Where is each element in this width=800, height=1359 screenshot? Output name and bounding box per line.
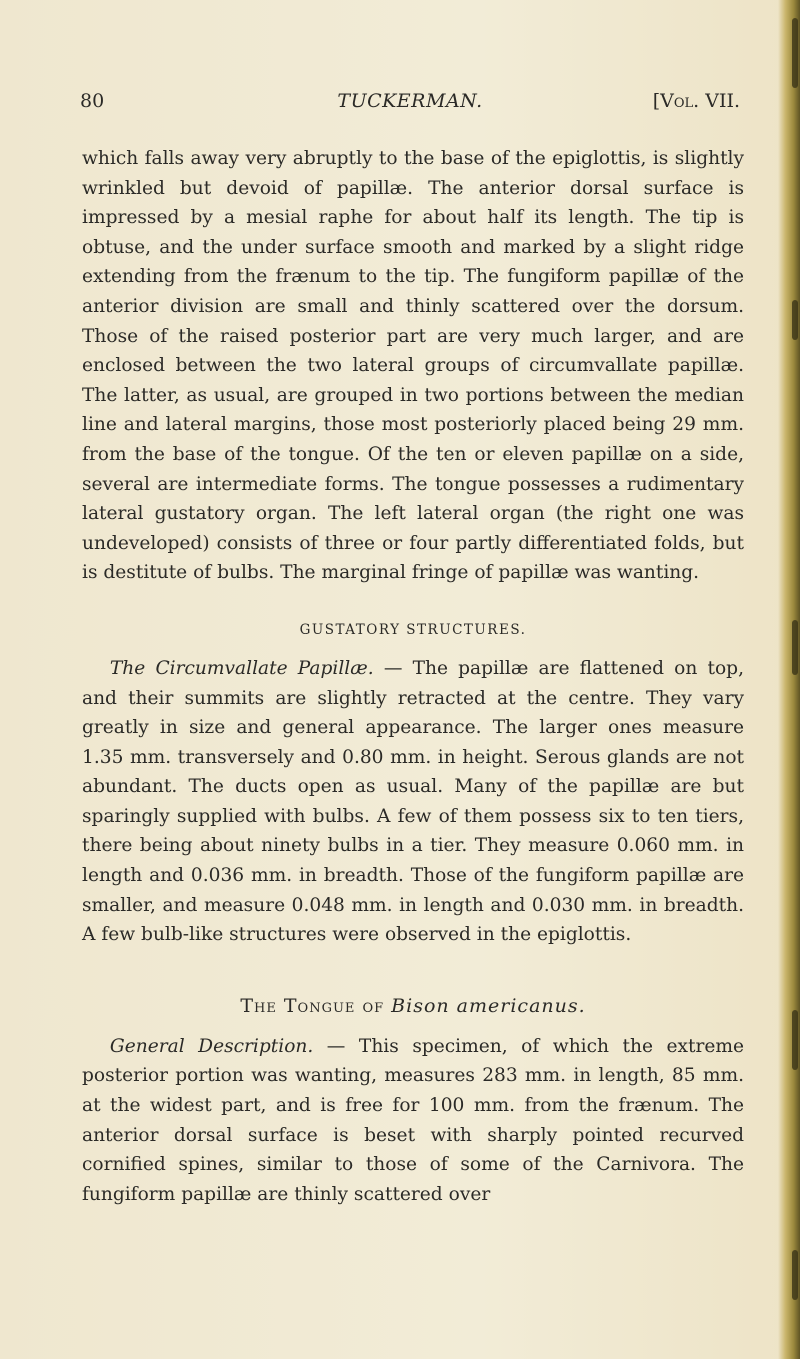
- running-header: [80, 90, 740, 130]
- edge-mark: [792, 18, 798, 88]
- paragraph-body: — This specimen, of which the extreme posterior portion was wanting, measures 283 mm. in length, 85 mm. at the widest part, and is free for 100 mm. from the frænum. The anterior dorsal surface is beset with sharply pointed recurved cornified spines, similar to those of some of the Carnivora. The fungiform papillæ are thinly scattered over: [82, 1035, 744, 1205]
- paragraph-lead: General Description.: [109, 1035, 314, 1057]
- edge-mark: [792, 1010, 798, 1070]
- edge-mark: [792, 300, 798, 340]
- paragraph-circumvallate: [82, 654, 744, 950]
- page-number: 80: [80, 90, 105, 112]
- chapter-heading-species: Bison americanus.: [391, 994, 586, 1017]
- body-text: [82, 144, 744, 1209]
- paragraph-continuation: which falls away very abruptly to the base of the epiglottis, is slightly wrinkled but devoid of papillæ. The anterior dorsal surface is impressed by a mesial raphe for about half its length. The tip is obtuse, and the under surface smooth and marked by a slight ridge extending from the frænum to the tip. The fungiform papillæ of the anterior division are small and thinly scattered over the dorsum. Those of the raised posterior part are very much larger, and are enclosed between the two lateral groups of circumvallate papillæ. The latter, as usual, are grouped in two portions between the median line and lateral margins, those most posteriorly placed being 29 mm. from the base of the tongue. Of the ten or eleven papillæ on a side, several are intermediate forms. The tongue possesses a rudimentary lateral gustatory organ. The left lateral organ (the right one was undeveloped) consists of three or four partly differentiated folds, but is destitute of bulbs. The marginal fringe of papillæ was wanting.: [82, 148, 744, 584]
- volume-label: [Vol. VII.: [652, 90, 740, 112]
- paragraph-body: — The papillæ are flattened on top, and their summits are slightly retracted at the centre. They vary greatly in size and general appearance. The larger ones measure 1.35 mm. transversely and 0.80 mm. in height. Serous glands are not abundant. The ducts open as usual. Many of the papillæ are but sparingly supplied with bulbs. A few of them possess six to ten tiers, there being about ninety bulbs in a tier. They measure 0.060 mm. in length and 0.036 mm. in breadth. Those of the fungiform papillæ are smaller, and measure 0.048 mm. in length and 0.030 mm. in breadth. A few bulb-like structures were observed in the epiglottis.: [82, 657, 744, 946]
- paragraph-general-description: [82, 1032, 744, 1210]
- paragraph-lead: The Circumvallate Papillæ.: [109, 657, 374, 679]
- page-edge-shadow: [778, 0, 800, 1359]
- running-title: TUCKERMAN.: [337, 90, 483, 112]
- section-heading: GUSTATORY STRUCTURES.: [299, 621, 527, 638]
- chapter-heading: [82, 992, 744, 1020]
- edge-mark: [792, 1250, 798, 1300]
- chapter-heading-prefix: The Tongue of: [240, 994, 392, 1017]
- edge-mark: [792, 620, 798, 675]
